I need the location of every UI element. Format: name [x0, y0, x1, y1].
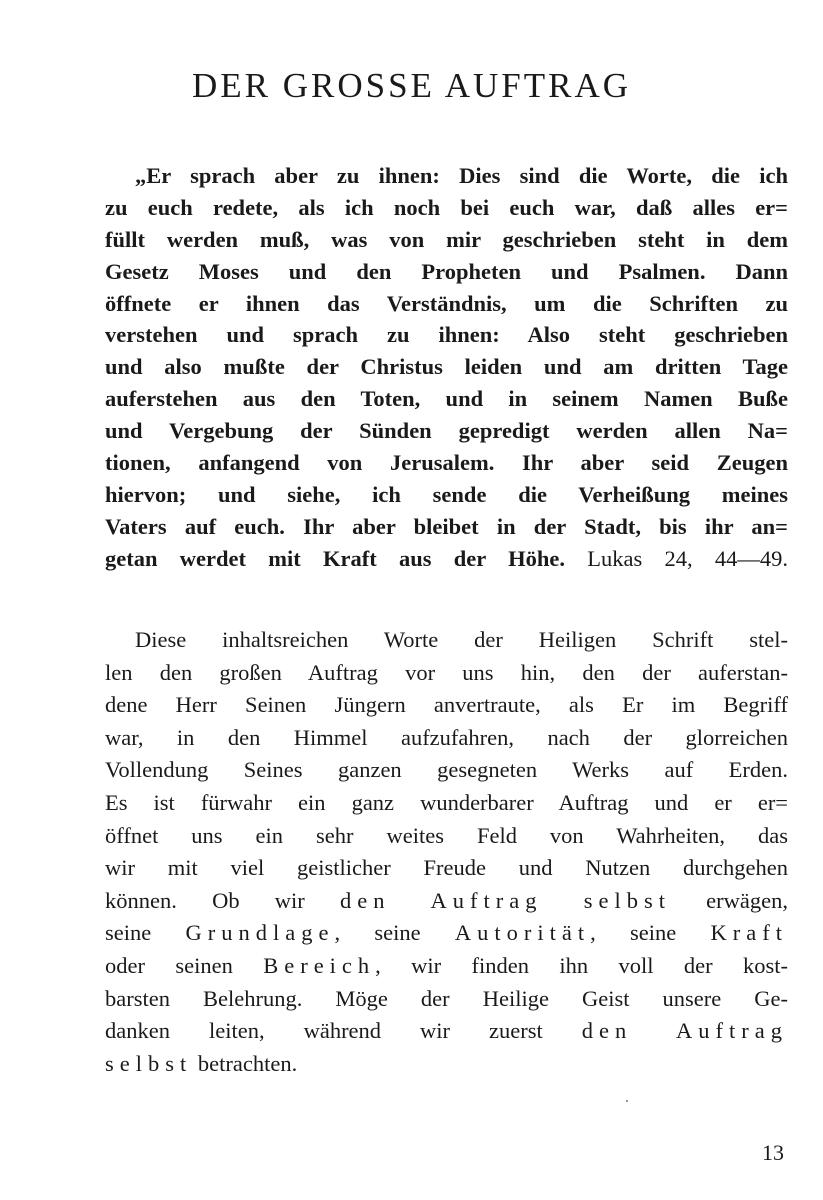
- body-text: oder seinen: [105, 952, 264, 978]
- body-line: wir mit viel geistlicher Freude und Nutzen durchgehen: [105, 855, 788, 881]
- body-text: , wir finden ihn voll der kost-: [375, 952, 788, 978]
- body-line: Es ist fürwahr ein ganz wunderbarer Auftrag und er er=: [105, 789, 788, 815]
- body-line: [105, 1015, 788, 1048]
- emphasis-text: Kraft: [710, 920, 789, 946]
- quote-line: zu euch redete, als ich noch bei euch war, daß alles er=: [105, 194, 788, 220]
- quote-line: Gesetz Moses und den Propheten und Psalmen. Dann: [105, 258, 788, 284]
- emphasis-text: selbst: [105, 1050, 193, 1076]
- quote-line: füllt werden muß, was von mir geschrieben steht in dem: [105, 226, 788, 252]
- body-line: Diese inhaltsreichen Worte der Heiligen Schrift stel-: [135, 627, 788, 652]
- quote-line: hiervon; und siehe, ich sende die Verheißung meines: [105, 481, 788, 507]
- quote-line: öffnete er ihnen das Verständnis, um die Schriften zu: [105, 290, 788, 316]
- body-text: danken leiten, während wir zuerst: [105, 1018, 582, 1044]
- body-text: , seine: [590, 920, 711, 946]
- quote-line: Vaters auf euch. Ihr aber bleibet in der Stadt, bis ihr an=: [105, 513, 788, 539]
- body-line: [105, 885, 788, 918]
- body-line: öffnet uns ein sehr weites Feld von Wahrheiten, das: [105, 822, 788, 848]
- body-text: können. Ob wir: [105, 887, 341, 913]
- quote-line-text: getan werdet mit Kraft aus der Höhe.: [105, 545, 565, 571]
- quote-line: und Vergebung der Sünden gepredigt werden allen Na=: [105, 418, 788, 444]
- body-line: war, in den Himmel aufzufahren, nach der glorreichen: [105, 724, 788, 750]
- body-line: Vollendung Seines ganzen gesegneten Werks auf Erden.: [105, 757, 788, 783]
- page-number: 13: [762, 1140, 784, 1165]
- body-line: len den großen Auftrag vor uns hin, den der auferstan-: [105, 659, 788, 685]
- emphasis-text: den Auftrag selbst: [340, 887, 671, 913]
- quote-last-line: [105, 543, 788, 575]
- body-text: betrachten.: [192, 1050, 298, 1076]
- emphasis-text: Bereich: [263, 952, 376, 978]
- body-line: [105, 1048, 788, 1081]
- quote-line: verstehen und sprach zu ihnen: Also steht geschrieben: [105, 322, 788, 348]
- emphasis-text: Autorität: [454, 920, 591, 946]
- quote-line: und also mußte der Christus leiden und am dritten Tage: [105, 354, 788, 380]
- quote-line: tionen, anfangend von Jerusalem. Ihr aber seid Zeugen: [105, 450, 788, 476]
- quote-line: „Er sprach aber zu ihnen: Dies sind die Worte, die ich: [135, 163, 788, 188]
- body-line: [105, 950, 788, 983]
- body-line: dene Herr Seinen Jüngern anvertraute, als Er im Begriff: [105, 692, 788, 718]
- body-paragraph: [105, 624, 788, 1080]
- body-line: barsten Belehrung. Möge der Heilige Geist unsere Ge-: [105, 985, 788, 1011]
- scripture-quote: [105, 160, 788, 575]
- body-text: seine: [105, 920, 186, 946]
- body-text: erwägen,: [670, 887, 789, 913]
- quote-line: auferstehen aus den Toten, und in seinem Namen Buße: [105, 386, 788, 412]
- emphasis-text: Grundlage: [185, 920, 335, 946]
- chapter-title: DER GROSSE AUFTRAG: [191, 66, 632, 105]
- body-line: [105, 917, 788, 950]
- emphasis-text: den Auftrag: [581, 1018, 789, 1044]
- body-text: , seine: [334, 920, 455, 946]
- scripture-reference: Lukas 24, 44—49.: [587, 545, 788, 571]
- ink-speck: [626, 1100, 628, 1102]
